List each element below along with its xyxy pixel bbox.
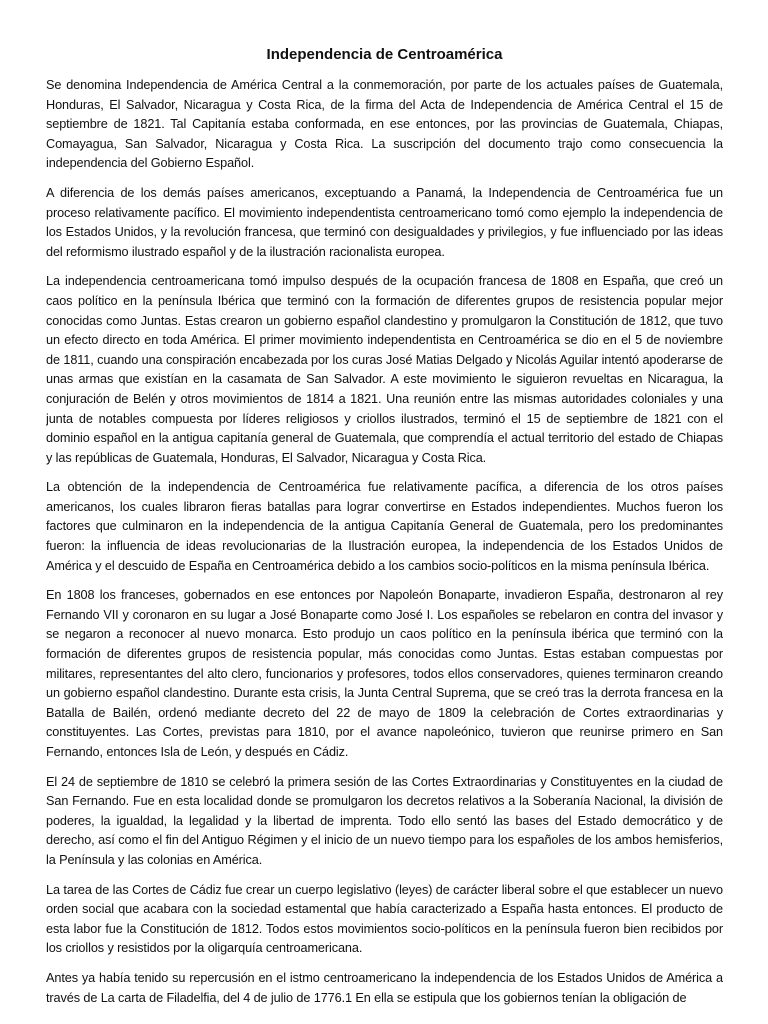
paragraph-6: El 24 de septiembre de 1810 se celebró la primera sesión de las Cortes Extraordinarias y Constituyentes en la ciudad de San Fernando. Fue en esta localidad donde se promulgaron los decretos relativos a la Soberanía Nacional, la división de poderes, la igualdad, la legalidad y la libertad de imprenta. Todo ello sentó las bases del Estado democrático y de derecho, así como el fin del Antiguo Régimen y el inicio de un nuevo tiempo para los españoles de los ambos hemisferios, la Península y las colonias en América. <box>46 774 723 867</box>
paragraph-7: La tarea de las Cortes de Cádiz fue crear un cuerpo legislativo (leyes) de carácter liberal sobre el que establecer un nuevo orden social que acabara con la sociedad estamental que había caracterizado a España hasta entonces. El producto de esta labor fue la Constitución de 1812. Todos estos movimientos socio-políticos en la península fueron bien recibidos por los criollos y resistidos por la oligarquía centroamericana. <box>46 882 723 956</box>
document-page <box>46 44 723 1020</box>
paragraph-8: Antes ya había tenido su repercusión en el istmo centroamericano la independencia de los Estados Unidos de América a través de La carta de Filadelfia, del 4 de julio de 1776.1 En ella se estipula que los gobiernos tenían la obligación de <box>46 970 723 1005</box>
paragraph-3: La independencia centroamericana tomó impulso después de la ocupación francesa de 1808 en España, que creó un caos político en la península Ibérica que terminó con la formación de diferentes grupos de resistencia popular mejor conocidas como Juntas. Estas crearon un gobierno español clandestino y promulgaron la Constitución de 1812, que tuvo un efecto directo en toda América. El primer movimiento independentista en Centroamérica se dio en el 5 de noviembre de 1811, cuando una conspiración encabezada por los curas José Matias Delgado y Nicolás Aguilar intentó apoderarse de unas armas que existían en la casamata de San Salvador. A este movimiento le siguieron revueltas en Nicaragua, la conjuración de Belén y otros movimientos de 1814 a 1821. Una reunión entre las mismas autoridades coloniales y una junta de notables compuesta por líderes religiosos y criollos ilustrados, terminó el 15 de septiembre de 1821 con el dominio español en la antigua capitanía general de Guatemala, que comprendía el actual territorio del estado de Chiapas y las repúblicas de Guatemala, Honduras, El Salvador, Nicaragua y Costa Rica. <box>46 274 723 465</box>
paragraph-2: A diferencia de los demás países americanos, exceptuando a Panamá, la Independencia de Centroamérica fue un proceso relativamente pacífico. El movimiento independentista centroamericano tomó como ejemplo la independencia de los Estados Unidos, y la revolución francesa, que terminó con desigualdades y privilegios, y fue influenciado por las ideas del reformismo ilustrado español y de la ilustración racionalista europea. <box>46 185 723 259</box>
paragraph-1: Se denomina Independencia de América Central a la conmemoración, por parte de los actuales países de Guatemala, Honduras, El Salvador, Nicaragua y Costa Rica, de la firma del Acta de Independencia de América Central el 15 de septiembre de 1821. Tal Capitanía estaba conformada, en ese entonces, por las provincias de Guatemala, Chiapas, Comayagua, San Salvador, Nicaragua y Costa Rica. La suscripción del documento trajo como consecuencia la independencia del Gobierno Español. <box>46 78 723 171</box>
paragraph-4: La obtención de la independencia de Centroamérica fue relativamente pacífica, a diferencia de los otros países americanos, los cuales libraron fieras batallas para lograr convertirse en Estados independientes. Muchos fueron los factores que culminaron en la independencia de la antigua Capitanía General de Guatemala, pero los predominantes fueron: la influencia de ideas revolucionarias de la Ilustración europea, la independencia de los Estados Unidos de América y el descuido de España en Centroamérica debido a los cambios socio-políticos en la misma península Ibérica. <box>46 480 723 573</box>
document-title: Independencia de Centroamérica <box>266 46 503 63</box>
paragraph-5: En 1808 los franceses, gobernados en ese entonces por Napoleón Bonaparte, invadieron España, destronaron al rey Fernando VII y coronaron en su lugar a José Bonaparte como José I. Los españoles se rebelaron en contra del invasor y se negaron a reconocer al nuevo monarca. Esto produjo un caos político en la península ibérica que terminó con la formación de diferentes grupos de resistencia popular, más conocidas como Juntas. Estas estaban compuestas por militares, representantes del alto clero, funcionarios y profesores, todos ellos conservadores, quienes terminaron creando un gobierno español clandestino. Durante esta crisis, la Junta Central Suprema, que se creó tras la derrota francesa en la Batalla de Bailén, ordenó mediante decreto del 22 de mayo de 1809 la celebración de Cortes extraordinarias y constituyentes. Las Cortes, previstas para 1810, por el avance napoleónico, tuvieron que reunirse primero en San Fernando, entonces Isla de León, y después en Cádiz. <box>46 588 723 759</box>
